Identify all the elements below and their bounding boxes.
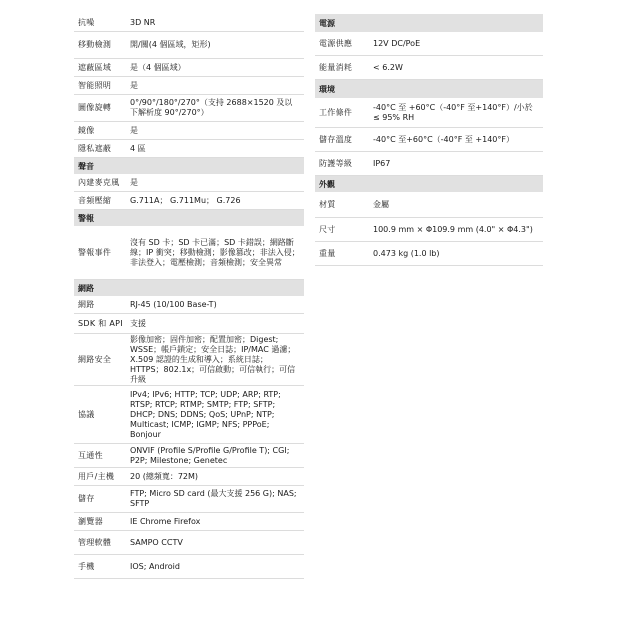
spec-label: 儲存溫度 — [319, 134, 353, 144]
spec-row — [74, 122, 304, 140]
spec-value: < 6.2W — [373, 62, 403, 72]
spec-label: 材質 — [319, 199, 336, 209]
spec-label: 電源供應 — [319, 38, 353, 48]
spec-label: 智能照明 — [78, 80, 112, 90]
spec-label: 手機 — [78, 561, 95, 571]
spec-table-right — [315, 14, 543, 266]
spec-row — [74, 32, 304, 59]
spec-row — [74, 513, 304, 531]
spec-label: 網路安全 — [78, 354, 112, 364]
spec-value: 金屬 — [373, 199, 389, 209]
spec-label: 網路 — [78, 299, 95, 309]
spec-label: 互通性 — [78, 450, 103, 460]
spec-row — [315, 192, 543, 218]
spec-row — [315, 128, 543, 152]
spec-label: 抗噪 — [78, 17, 95, 27]
section-header: 警報 — [74, 210, 304, 226]
spec-row — [74, 555, 304, 579]
spec-row — [74, 296, 304, 314]
spec-value: 4 區 — [130, 143, 146, 153]
spec-label: 遮蔽區域 — [78, 62, 112, 72]
spec-value: -40°C 至+60°C（-40°F 至 +140°F） — [373, 134, 514, 144]
spec-row — [315, 218, 543, 242]
spec-row — [74, 95, 304, 122]
spec-value: 沒有 SD 卡；SD 卡已滿；SD 卡錯誤；網路斷線；IP 衝突；移動檢測；影像篡改；非法入侵；非法登入；電壓檢測；音頻檢測；安全異常 — [130, 237, 300, 267]
spec-value: G.711A； G.711Mu； G.726 — [130, 195, 241, 205]
spec-row — [74, 386, 304, 444]
spec-label: 鏡像 — [78, 125, 95, 135]
spec-row — [315, 56, 543, 80]
section-header: 環境 — [315, 80, 543, 98]
spec-value: IOS; Android — [130, 561, 180, 571]
spec-label: SDK 和 API — [78, 318, 123, 328]
spec-value: FTP; Micro SD card (最大支援 256 G); NAS; SFTP — [130, 489, 297, 508]
spec-row — [74, 444, 304, 468]
spec-value: 100.9 mm × Φ109.9 mm (4.0" × Φ4.3") — [373, 224, 533, 234]
spec-row — [315, 32, 543, 56]
spec-value: 是 — [130, 125, 138, 135]
spec-label: 管理軟體 — [78, 537, 112, 547]
spec-label: 協議 — [78, 409, 95, 419]
spec-row — [74, 140, 304, 158]
spec-row — [74, 226, 304, 280]
spec-label: 用戶/主機 — [78, 471, 115, 481]
section-header: 電源 — [315, 14, 543, 32]
spec-label: 重量 — [319, 248, 336, 258]
spec-value: 0°/90°/180°/270°（支持 2688×1520 及以下解析度 90°/270°） — [130, 98, 293, 117]
spec-row — [74, 531, 304, 555]
spec-label: 警報事件 — [78, 247, 112, 257]
spec-value: SAMPO CCTV — [130, 537, 183, 547]
spec-row — [74, 468, 304, 486]
spec-label: 儲存 — [78, 494, 95, 503]
spec-row — [74, 314, 304, 334]
spec-value: IE Chrome Firefox — [130, 516, 201, 526]
spec-value: 影像加密；固件加密；配置加密；Digest; WSSE；帳戶鎖定；安全日誌；IP/MAC 過濾；X.509 認證的生成和導入；系統日誌；HTTPS；802.1x；可信啟動；可信執行；可信升級 — [130, 334, 296, 384]
spec-row — [74, 174, 304, 192]
spec-table-left — [74, 14, 304, 579]
spec-row — [315, 98, 543, 128]
section-header: 網路 — [74, 280, 304, 296]
spec-label: 移動檢測 — [78, 40, 112, 49]
spec-label: 工作條件 — [319, 107, 353, 117]
spec-value: IPv4; IPv6; HTTP; TCP; UDP; ARP; RTP; RTSP; RTCP; RTMP; SMTP; FTP; SFTP; DHCP; DNS; DDNS; QoS; UPnP; NTP; Multicast; ICMP; IGMP; NFS; PPPoE; Bonjour — [130, 389, 281, 439]
spec-value: 支援 — [130, 318, 146, 328]
spec-row — [74, 192, 304, 210]
spec-value: -40°C 至 +60°C（-40°F 至+140°F）/小於 ≤ 95% RH — [373, 102, 533, 122]
section-header: 聲音 — [74, 158, 304, 174]
spec-value: 20 (總頻寬：72M) — [130, 471, 199, 481]
spec-label: 尺寸 — [319, 224, 336, 234]
spec-label: 防護等級 — [319, 158, 353, 168]
spec-value: 開/關(4 個區域，矩形) — [130, 40, 211, 49]
spec-value: ONVIF (Profile S/Profile G/Profile T); CGI; P2P; Milestone; Genetec — [130, 445, 290, 465]
spec-value: RJ-45 (10/100 Base-T) — [130, 299, 217, 309]
spec-label: 能量消耗 — [319, 62, 353, 72]
spec-value: 是 — [130, 80, 138, 90]
spec-row — [74, 14, 304, 32]
spec-row — [315, 152, 543, 176]
spec-row — [74, 59, 304, 77]
spec-row — [74, 486, 304, 513]
spec-row — [74, 77, 304, 95]
spec-value: 3D NR — [130, 17, 156, 27]
spec-label: 內建麥克風 — [78, 177, 120, 187]
spec-row — [74, 334, 304, 386]
spec-row — [315, 242, 543, 266]
spec-label: 音頻壓縮 — [78, 195, 112, 205]
spec-value: 是 — [130, 177, 138, 187]
spec-value: 12V DC/PoE — [373, 38, 421, 48]
spec-label: 瀏覽器 — [78, 516, 103, 526]
spec-value: IP67 — [373, 158, 391, 168]
spec-label: 圖像旋轉 — [78, 103, 112, 112]
spec-value: 是（4 個區域） — [130, 62, 186, 72]
spec-value: 0.473 kg (1.0 lb) — [373, 248, 440, 258]
section-header: 外觀 — [315, 176, 543, 192]
spec-label: 隱私遮蔽 — [78, 143, 112, 153]
